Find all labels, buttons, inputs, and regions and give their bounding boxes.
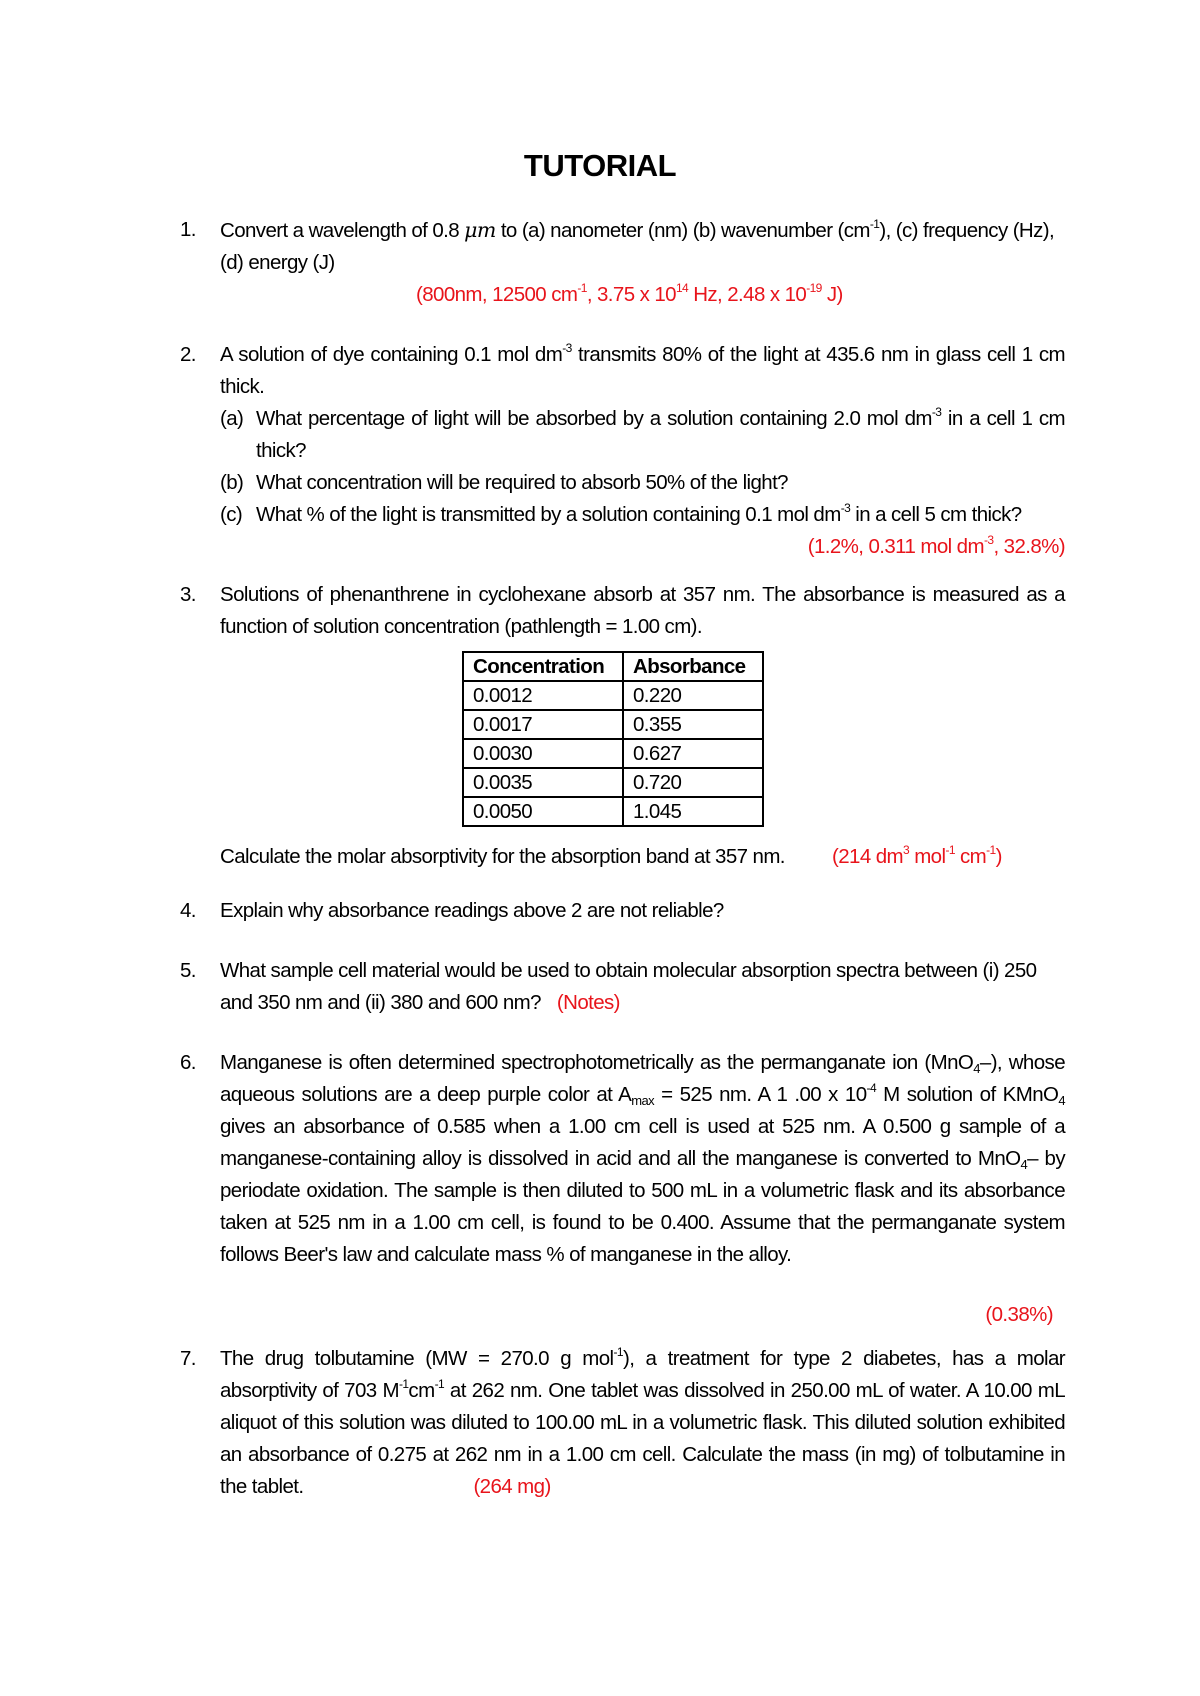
question-text: The drug tolbutamine (MW = 270.0 g mol$^{-1}$), a treatment for type 2 diabetes, has a molar absorptivity of 703 $M^{-1}cm^{-1}$ at 262 nm. One tablet was dissolved in 250.00 mL of water. A 10.00 mL aliquot of this solution was diluted to 100.00 mL in a volumetric flask. This diluted solution exhibited an absorbance of 0.275 at 262 nm in a 1.00 cm cell. Calculate the mass (in mg) of tolbutamine in the tablet. (264 mg): [220, 1345, 1066, 1498]
question-number: 1.: [180, 218, 196, 241]
question-number: 6.: [180, 1051, 196, 1074]
table-row: 0.0035 0.720: [463, 768, 763, 797]
answer-q2: (1.2%, 0.311 mol $dm^{-3}$, 32.8%): [807, 533, 1065, 558]
table-row: 0.0030 0.627: [463, 739, 763, 768]
sub-question-b: (b) What concentration will be required to absorb 50% of the light?: [220, 471, 788, 494]
question-text: What sample cell material would be used to obtain molecular absorption spectra between (i) 250 and 350 nm and (ii) 380 and 600 nm? (Notes): [220, 959, 1037, 1014]
answer-q6: (0.38%): [985, 1303, 1053, 1326]
question-7: [180, 1343, 1065, 1503]
absorbance-table: [462, 651, 764, 827]
question-1: [180, 214, 1065, 311]
question-3: [180, 579, 1065, 873]
question-list: [180, 214, 1065, 1503]
question-text: A solution of dye containing 0.1 mol $dm^{-3}$ transmits 80% of the light at 435.6 nm in glass cell 1 cm thick.: [220, 341, 1065, 398]
question-4: [180, 895, 1065, 927]
table-row: 0.0017 0.355: [463, 710, 763, 739]
question-text: Manganese is often determined spectrophotometrically as the permanganate ion (MnO4–), whose aqueous solutions are a deep purple color at Amax = 525 nm. A 1 .00 x $10^{-4}$ M solution of KMnO4 gives an absorbance of 0.585 when a 1.00 cm cell is used at 525 nm. A 0.500 g sample of a manganese-containing alloy is dissolved in acid and all the manganese is converted to MnO4– by periodate oxidation. The sample is then diluted to 500 mL in a volumetric flask and its absorbance taken at 525 nm in a 1.00 cm cell, is found to be 0.400. Assume that the permanganate system follows Beer's law and calculate mass % of manganese in the alloy.: [220, 1051, 1065, 1266]
answer-q3: (214 $dm^3$ mol$^{-1}$ $cm^{-1}$): [832, 843, 1002, 868]
answer-q5: (Notes): [556, 991, 620, 1014]
question-6: [180, 1047, 1065, 1331]
question-text: Solutions of phenanthrene in cyclohexane absorb at 357 nm. The absorbance is measured as a function of solution concentration (pathlength = 1.00 cm).: [220, 583, 1065, 638]
sub-question-c: (c) What % of the light is transmitted by a solution containing 0.1 mol $dm^{-3}$ in a cell 5 cm thick?: [220, 501, 1022, 526]
question-5: [180, 955, 1065, 1019]
question-2: [180, 339, 1065, 563]
micrometer-symbol: μm: [464, 218, 496, 242]
table-row: 0.0050 1.045: [463, 797, 763, 826]
question-text: Convert a wavelength of 0.8 μm to (a) nanometer (nm) (b) wavenumber $(cm^{-1})$, (c) frequency (Hz), (d) energy (J): [220, 217, 1055, 274]
question-number: 4.: [180, 899, 196, 922]
question-number: 3.: [180, 583, 196, 606]
question-number: 2.: [180, 343, 196, 366]
question-text: Explain why absorbance readings above 2 are not reliable?: [220, 899, 724, 922]
answer-q7: (264 mg): [473, 1475, 551, 1498]
question-number: 5.: [180, 959, 196, 982]
answer-q1: (800nm, 12500 $cm^{-1}$, 3.75 x $10^{14}$ Hz, 2.48 x $10^{-19}$ J): [416, 281, 843, 306]
question-number: 7.: [180, 1347, 196, 1370]
column-header: Concentration: [463, 652, 623, 681]
calc-instruction: Calculate the molar absorptivity for the absorption band at 357 nm. (214 $dm^3$ mol$^{-1}$ $cm^{-1}$): [220, 843, 1002, 868]
column-header: Absorbance: [623, 652, 763, 681]
table-row: 0.0012 0.220: [463, 681, 763, 710]
sub-question-a: (a) What percentage of light will be absorbed by a solution containing 2.0 mol $dm^{-3}$ in a cell 1 cm thick?: [220, 405, 1065, 462]
table-header-row: [463, 652, 763, 681]
page-title: TUTORIAL: [523, 148, 677, 183]
